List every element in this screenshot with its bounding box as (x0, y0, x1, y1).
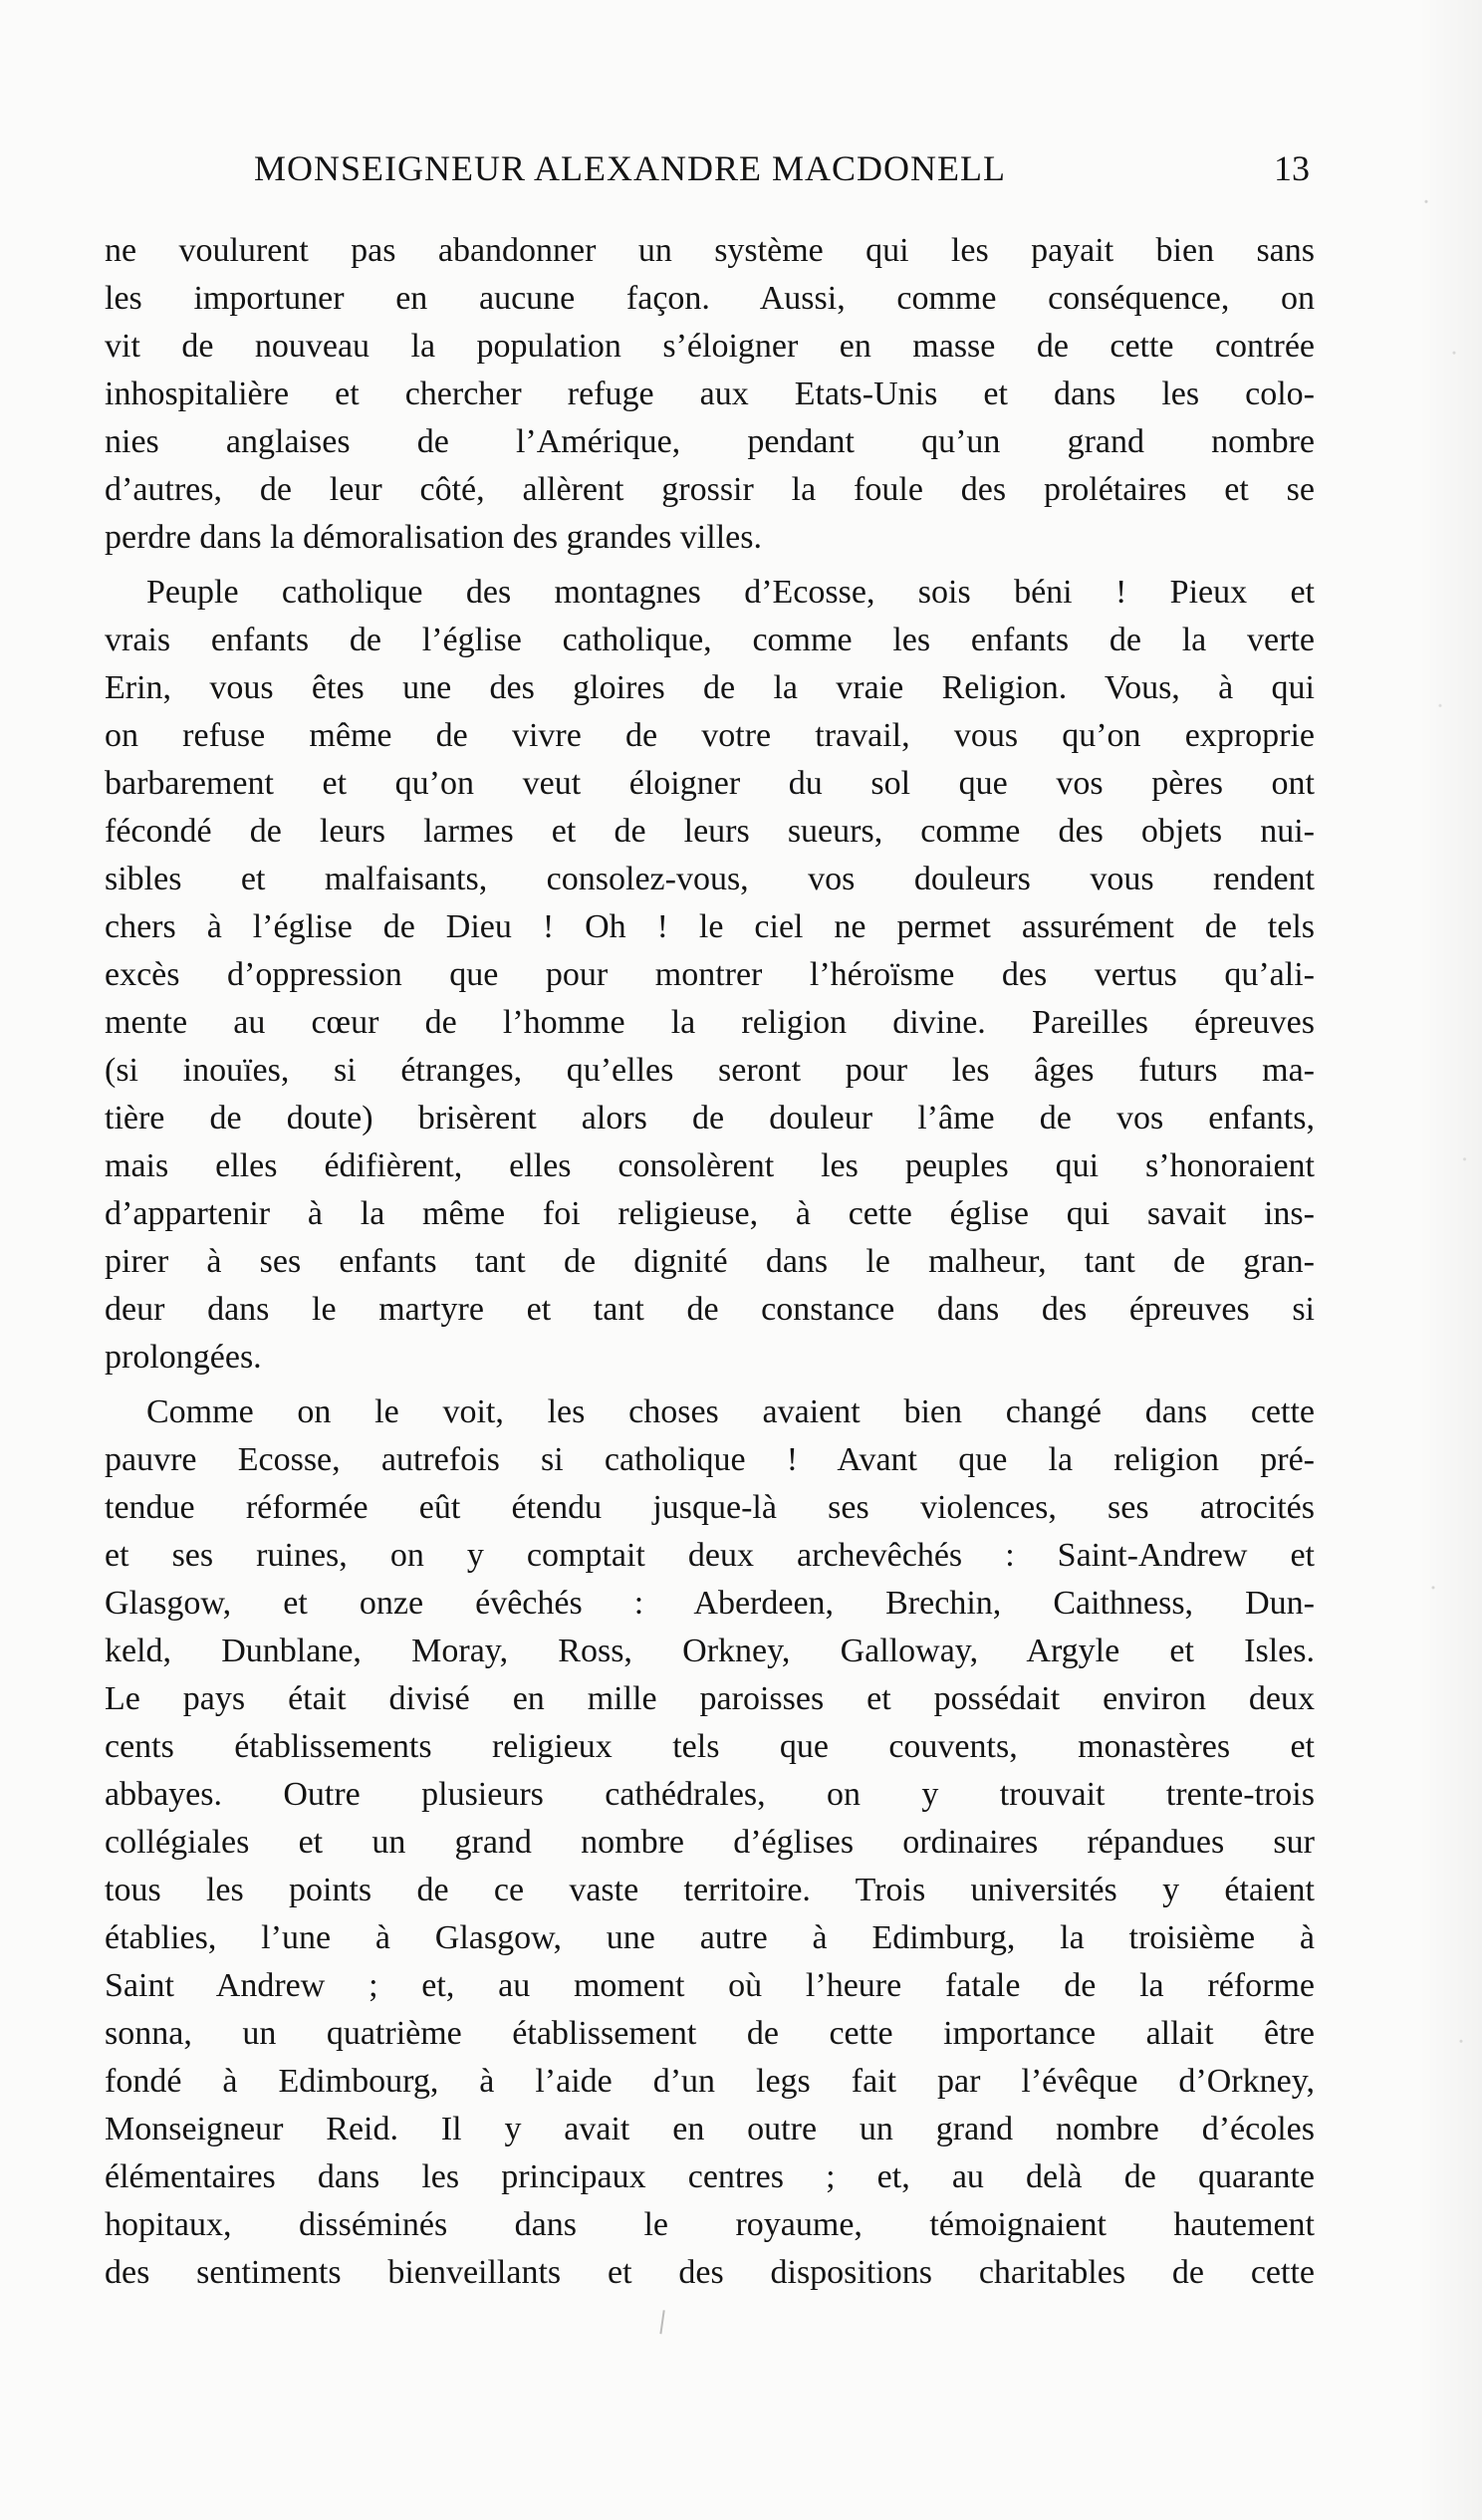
text-line: abbayes. Outre plusieurs cathédrales, on y trouvait trente-trois (105, 1776, 1315, 1813)
text-line: perdre dans la démoralisation des grandes villes. (105, 519, 762, 556)
text-line: collégiales et un grand nombre d’églises ordinaires répandues sur (105, 1824, 1315, 1861)
text-line: Erin, vous êtes une des gloires de la vraie Religion. Vous, à qui (105, 669, 1315, 706)
text-line: d’autres, de leur côté, allèrent grossir la foule des prolétaires et se (105, 471, 1315, 508)
text-line: tous les points de ce vaste territoire. Trois universités y étaient (105, 1872, 1315, 1908)
text-line: fécondé de leurs larmes et de leurs sueurs, comme des objets nui- (105, 813, 1315, 850)
text-line: Le pays était divisé en mille paroisses et possédait environ deux (105, 1680, 1315, 1717)
body-text (105, 227, 1315, 2297)
page-number: 13 (1274, 148, 1310, 188)
text-line: d’appartenir à la même foi religieuse, à cette église qui savait ins- (105, 1195, 1315, 1232)
text-line: fondé à Edimbourg, à l’aide d’un legs fait par l’évêque d’Orkney, (105, 2063, 1315, 2100)
text-line: hopitaux, disséminés dans le royaume, témoignaient hautement (105, 2206, 1315, 2243)
text-line: deur dans le martyre et tant de constance dans des épreuves si (105, 1291, 1315, 1328)
text-line: Glasgow, et onze évêchés : Aberdeen, Brechin, Caithness, Dun- (105, 1585, 1315, 1622)
text-line: vit de nouveau la population s’éloigner en masse de cette contrée (105, 328, 1315, 365)
text-line: pirer à ses enfants tant de dignité dans le malheur, tant de gran- (105, 1243, 1315, 1280)
scan-edge-noise (1412, 0, 1482, 2520)
text-line: sibles et malfaisants, consolez-vous, vos douleurs vous rendent (105, 861, 1315, 897)
text-line: cents établissements religieux tels que couvents, monastères et (105, 1728, 1315, 1765)
scan-mark (659, 2310, 674, 2335)
running-title: MONSEIGNEUR ALEXANDRE MACDONELL (254, 148, 1006, 188)
text-line: vrais enfants de l’église catholique, comme les enfants de la verte (105, 622, 1315, 658)
text-line: pauvre Ecosse, autrefois si catholique ! Avant que la religion pré- (105, 1441, 1315, 1478)
text-line: (si inouïes, si étranges, qu’elles seront pour les âges futurs ma- (105, 1052, 1315, 1089)
text-line: on refuse même de vivre de votre travail, vous qu’on exproprie (105, 717, 1315, 754)
text-line: des sentiments bienveillants et des dispositions charitables de cette (105, 2254, 1315, 2291)
paragraph (105, 569, 1315, 1382)
text-line: tendue réformée eût étendu jusque-là ses violences, ses atrocités (105, 1489, 1315, 1526)
text-line: prolongées. (105, 1339, 262, 1376)
text-line: barbarement et qu’on veut éloigner du sol que vos pères ont (105, 765, 1315, 802)
text-line: chers à l’église de Dieu ! Oh ! le ciel ne permet assurément de tels (105, 908, 1315, 945)
text-line: mais elles édifièrent, elles consolèrent les peuples qui s’honoraient (105, 1147, 1315, 1184)
text-line: Monseigneur Reid. Il y avait en outre un grand nombre d’écoles (105, 2111, 1315, 2147)
text-line: Comme on le voit, les choses avaient bien changé dans cette (146, 1393, 1315, 1430)
text-line: établies, l’une à Glasgow, une autre à Edimburg, la troisième à (105, 1919, 1315, 1956)
text-line: Peuple catholique des montagnes d’Ecosse, sois béni ! Pieux et (146, 574, 1315, 611)
paragraph (105, 227, 1315, 562)
text-line: tière de doute) brisèrent alors de douleur l’âme de vos enfants, (105, 1100, 1315, 1136)
text-line: et ses ruines, on y comptait deux archevêchés : Saint-Andrew et (105, 1537, 1315, 1574)
running-header (254, 147, 1310, 197)
text-line: Saint Andrew ; et, au moment où l’heure fatale de la réforme (105, 1967, 1315, 2004)
text-line: les importuner en aucune façon. Aussi, comme conséquence, on (105, 280, 1315, 317)
text-line: inhospitalière et chercher refuge aux Etats-Unis et dans les colo- (105, 376, 1315, 412)
text-line: mente au cœur de l’homme la religion divine. Pareilles épreuves (105, 1004, 1315, 1041)
text-line: nies anglaises de l’Amérique, pendant qu’un grand nombre (105, 423, 1315, 460)
text-line: excès d’oppression que pour montrer l’héroïsme des vertus qu’ali- (105, 956, 1315, 993)
text-line: keld, Dunblane, Moray, Ross, Orkney, Galloway, Argyle et Isles. (105, 1633, 1315, 1669)
text-line: ne voulurent pas abandonner un système qui les payait bien sans (105, 232, 1315, 269)
text-line: sonna, un quatrième établissement de cette importance allait être (105, 2015, 1315, 2052)
paragraph (105, 1388, 1315, 2297)
text-line: élémentaires dans les principaux centres ; et, au delà de quarante (105, 2158, 1315, 2195)
